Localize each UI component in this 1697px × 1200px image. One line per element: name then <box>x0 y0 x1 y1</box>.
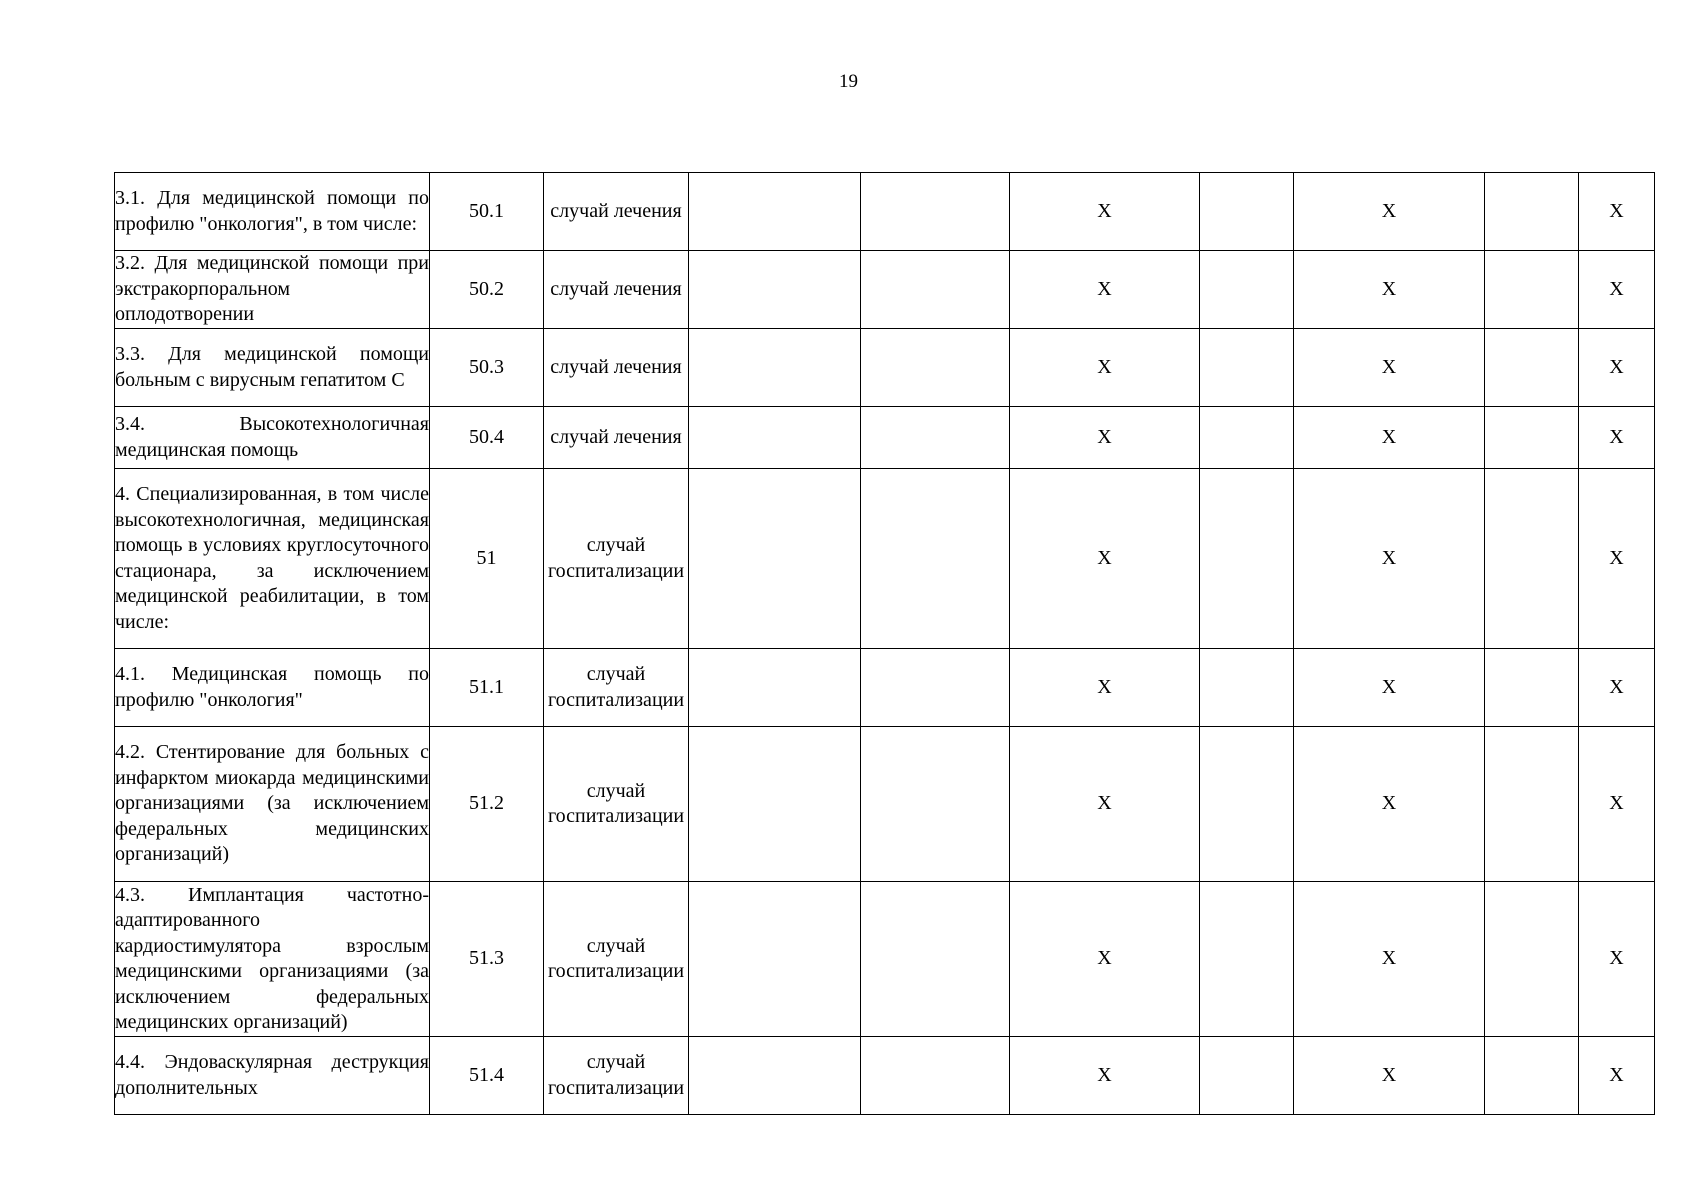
empty-cell <box>1485 251 1579 329</box>
row-name-cell: 4.2. Стентирование для больных с инфарктом миокарда медицинскими организациями (за исключением федеральных медицинских организаций) <box>115 727 430 882</box>
empty-cell <box>1485 469 1579 649</box>
x-mark-cell: X <box>1579 649 1655 727</box>
empty-cell <box>689 251 861 329</box>
x-mark-cell: X <box>1010 727 1200 882</box>
empty-cell <box>689 173 861 251</box>
table-row <box>115 469 1655 649</box>
x-mark-cell: X <box>1294 329 1485 407</box>
empty-cell <box>861 173 1010 251</box>
empty-cell <box>689 469 861 649</box>
table-row <box>115 329 1655 407</box>
empty-cell <box>1485 329 1579 407</box>
empty-cell <box>861 882 1010 1037</box>
x-mark-cell: X <box>1294 469 1485 649</box>
x-mark-cell: X <box>1010 882 1200 1037</box>
x-mark-cell: X <box>1294 649 1485 727</box>
row-code-cell: 51.2 <box>430 727 544 882</box>
row-code-cell: 51.3 <box>430 882 544 1037</box>
row-unit-cell: случай лечения <box>544 407 689 469</box>
empty-cell <box>1485 407 1579 469</box>
x-mark-cell: X <box>1579 469 1655 649</box>
row-code-cell: 51 <box>430 469 544 649</box>
x-mark-cell: X <box>1294 882 1485 1037</box>
empty-cell <box>861 1037 1010 1115</box>
empty-cell <box>861 407 1010 469</box>
x-mark-cell: X <box>1579 882 1655 1037</box>
empty-cell <box>689 407 861 469</box>
empty-cell <box>689 329 861 407</box>
empty-cell <box>1485 1037 1579 1115</box>
x-mark-cell: X <box>1294 251 1485 329</box>
row-name-cell: 4.1. Медицинская помощь по профилю "онкология" <box>115 649 430 727</box>
row-name-cell: 4.3. Имплантация частотно-адаптированного кардиостимулятора взрослым медицинскими организациями (за исключением федеральных медицинских организаций) <box>115 882 430 1037</box>
x-mark-cell: X <box>1010 649 1200 727</box>
x-mark-cell: X <box>1579 727 1655 882</box>
row-unit-cell: случай госпитализации <box>544 727 689 882</box>
empty-cell <box>1200 727 1294 882</box>
table-row <box>115 882 1655 1037</box>
x-mark-cell: X <box>1010 173 1200 251</box>
x-mark-cell: X <box>1010 469 1200 649</box>
empty-cell <box>1485 882 1579 1037</box>
row-unit-cell: случай лечения <box>544 173 689 251</box>
table-body <box>115 173 1655 1115</box>
table-row <box>115 251 1655 329</box>
x-mark-cell: X <box>1010 1037 1200 1115</box>
row-code-cell: 50.4 <box>430 407 544 469</box>
row-name-cell: 3.1. Для медицинской помощи по профилю "онкология", в том числе: <box>115 173 430 251</box>
x-mark-cell: X <box>1010 407 1200 469</box>
empty-cell <box>1485 173 1579 251</box>
x-mark-cell: X <box>1294 173 1485 251</box>
x-mark-cell: X <box>1010 329 1200 407</box>
row-unit-cell: случай лечения <box>544 329 689 407</box>
row-unit-cell: случай госпитализации <box>544 649 689 727</box>
empty-cell <box>1200 469 1294 649</box>
empty-cell <box>1200 329 1294 407</box>
row-name-cell: 4.4. Эндоваскулярная деструкция дополнительных <box>115 1037 430 1115</box>
empty-cell <box>861 329 1010 407</box>
empty-cell <box>1200 1037 1294 1115</box>
row-unit-cell: случай госпитализации <box>544 882 689 1037</box>
x-mark-cell: X <box>1579 407 1655 469</box>
data-table <box>114 172 1655 1115</box>
empty-cell <box>1200 251 1294 329</box>
row-code-cell: 50.3 <box>430 329 544 407</box>
empty-cell <box>861 649 1010 727</box>
table-row <box>115 649 1655 727</box>
x-mark-cell: X <box>1010 251 1200 329</box>
empty-cell <box>1200 649 1294 727</box>
empty-cell <box>1485 649 1579 727</box>
empty-cell <box>1485 727 1579 882</box>
x-mark-cell: X <box>1579 1037 1655 1115</box>
empty-cell <box>1200 407 1294 469</box>
page-number: 19 <box>839 71 858 92</box>
empty-cell <box>861 469 1010 649</box>
x-mark-cell: X <box>1579 329 1655 407</box>
x-mark-cell: X <box>1579 251 1655 329</box>
x-mark-cell: X <box>1294 1037 1485 1115</box>
row-name-cell: 3.2. Для медицинской помощи при экстракорпоральном оплодотворении <box>115 251 430 329</box>
row-unit-cell: случай госпитализации <box>544 1037 689 1115</box>
empty-cell <box>689 727 861 882</box>
x-mark-cell: X <box>1294 407 1485 469</box>
empty-cell <box>1200 173 1294 251</box>
table-row <box>115 407 1655 469</box>
row-code-cell: 50.1 <box>430 173 544 251</box>
row-unit-cell: случай госпитализации <box>544 469 689 649</box>
x-mark-cell: X <box>1579 173 1655 251</box>
row-code-cell: 51.4 <box>430 1037 544 1115</box>
x-mark-cell: X <box>1294 727 1485 882</box>
row-name-cell: 3.4. Высокотехнологичная медицинская помощь <box>115 407 430 469</box>
empty-cell <box>689 1037 861 1115</box>
table-row <box>115 727 1655 882</box>
empty-cell <box>861 727 1010 882</box>
empty-cell <box>1200 882 1294 1037</box>
row-code-cell: 50.2 <box>430 251 544 329</box>
empty-cell <box>861 251 1010 329</box>
empty-cell <box>689 882 861 1037</box>
empty-cell <box>689 649 861 727</box>
table-row <box>115 1037 1655 1115</box>
table-row <box>115 173 1655 251</box>
row-name-cell: 3.3. Для медицинской помощи больным с вирусным гепатитом С <box>115 329 430 407</box>
row-name-cell: 4. Специализированная, в том числе высокотехнологичная, медицинская помощь в условиях круглосуточного стационара, за исключением медицинской реабилитации, в том числе: <box>115 469 430 649</box>
row-unit-cell: случай лечения <box>544 251 689 329</box>
row-code-cell: 51.1 <box>430 649 544 727</box>
